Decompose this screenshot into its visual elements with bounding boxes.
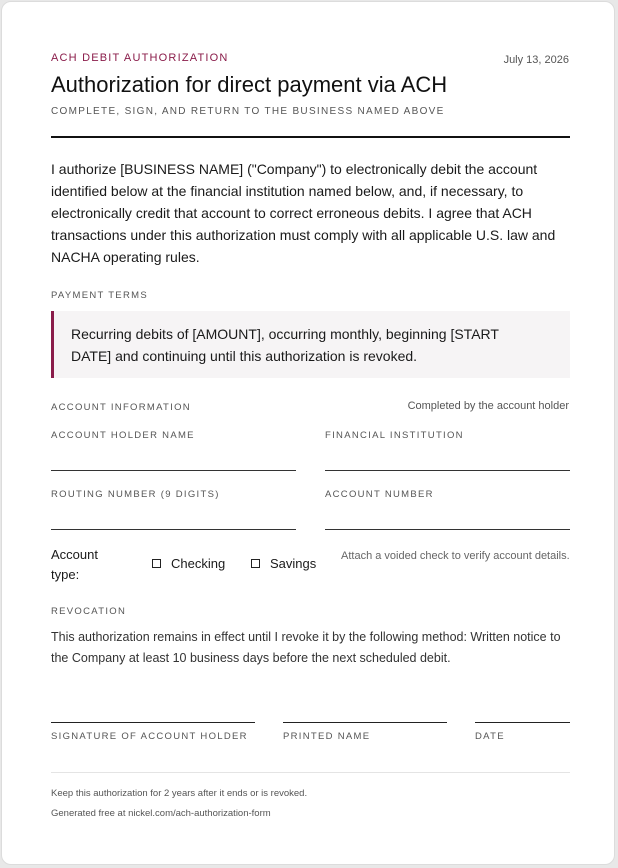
signature-line[interactable]	[51, 722, 255, 723]
date-label: DATE	[475, 731, 505, 742]
form-eyebrow: ACH DEBIT AUTHORIZATION	[51, 52, 229, 64]
account-info-note: Completed by the account holder	[407, 400, 569, 412]
authorization-statement: I authorize [BUSINESS NAME] ("Company") to electronically debit the account identified below at the financial institution named below, and, if necessary, to electronically credit that account to correct erroneous debits. I agree that ACH transactions under this authorization must comply with all applicable U.S. law and NACHA operating rules.	[51, 161, 556, 265]
printed-name-label: PRINTED NAME	[283, 731, 371, 742]
account-number-field[interactable]	[325, 529, 570, 530]
payment-terms-text: Recurring debits of [AMOUNT], occurring monthly, beginning [START DATE] and continuing until this authorization is revoked.	[71, 326, 499, 364]
holder-name-field[interactable]	[51, 470, 296, 471]
savings-label: Savings	[270, 556, 317, 571]
form-date: July 13, 2026	[503, 54, 569, 66]
account-number-label: ACCOUNT NUMBER	[325, 489, 434, 500]
payment-terms-label: PAYMENT TERMS	[51, 290, 148, 301]
revocation-text: This authorization remains in effect until I revoke it by the following method: Written notice to the Company at least 10 business days before the next scheduled debit.	[51, 630, 561, 665]
payment-terms-box	[51, 311, 570, 378]
routing-number-label: ROUTING NUMBER (9 DIGITS)	[51, 489, 220, 500]
routing-number-field[interactable]	[51, 529, 296, 530]
authorization-form-page	[1, 1, 615, 865]
page-subtitle: COMPLETE, SIGN, AND RETURN TO THE BUSINESS NAMED ABOVE	[51, 106, 445, 117]
footer-divider	[51, 772, 570, 773]
voided-check-note: Attach a voided check to verify account details.	[341, 550, 570, 562]
institution-field[interactable]	[325, 470, 570, 471]
retention-note: Keep this authorization for 2 years after it ends or is revoked.	[51, 788, 308, 799]
generated-note: Generated free at nickel.com/ach-authorization-form	[51, 808, 271, 819]
printed-name-line[interactable]	[283, 722, 447, 723]
account-type-label: Account type:	[51, 547, 98, 582]
account-info-label: ACCOUNT INFORMATION	[51, 402, 191, 413]
checking-label: Checking	[171, 556, 226, 571]
savings-checkbox[interactable]	[251, 559, 260, 568]
signature-label: SIGNATURE OF ACCOUNT HOLDER	[51, 731, 248, 742]
revocation-label: REVOCATION	[51, 606, 127, 617]
date-line[interactable]	[475, 722, 570, 723]
page-title: Authorization for direct payment via ACH	[51, 72, 448, 97]
holder-name-label: ACCOUNT HOLDER NAME	[51, 430, 195, 441]
header-divider	[51, 136, 570, 138]
checking-checkbox[interactable]	[152, 559, 161, 568]
institution-label: FINANCIAL INSTITUTION	[325, 430, 464, 441]
